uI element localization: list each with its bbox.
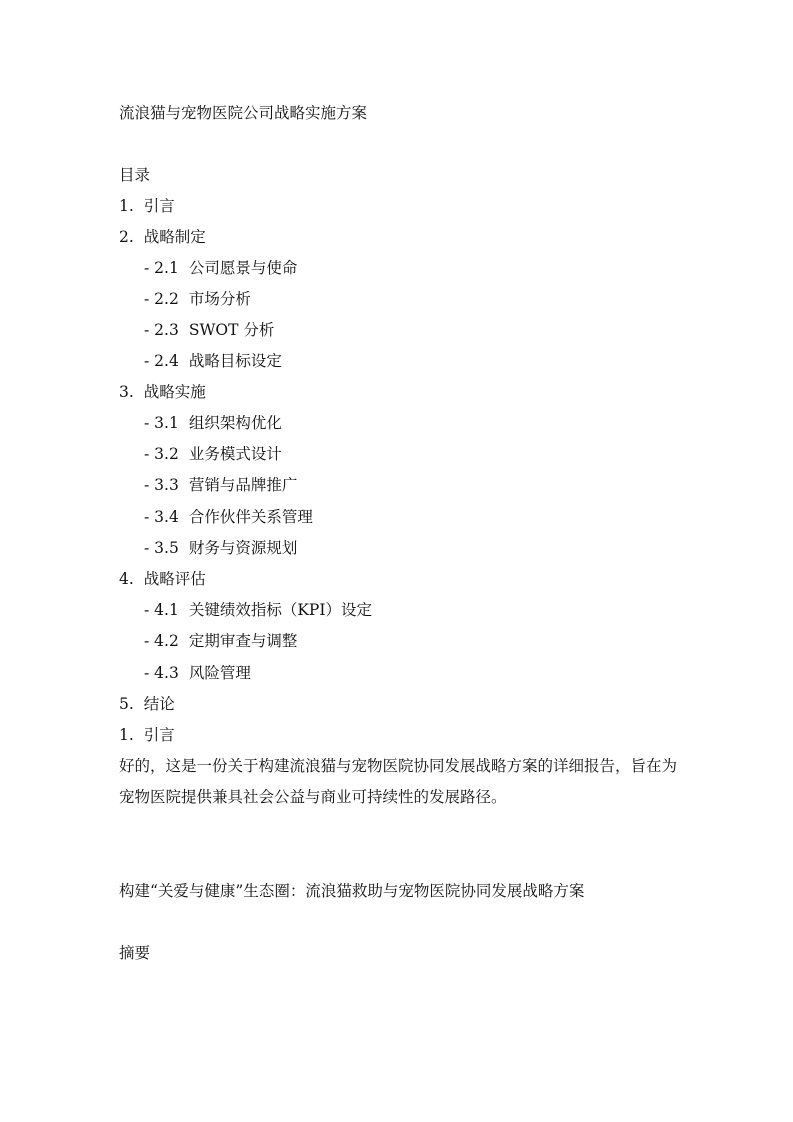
toc-item-3-4 [144, 507, 313, 527]
toc-item-number: - 4.2 [144, 632, 179, 650]
toc-item-2-3 [144, 320, 274, 340]
toc-item-text: 战略实施 [143, 383, 206, 401]
toc-item-text: 战略评估 [143, 570, 206, 588]
toc-item-number: 4. [119, 570, 134, 588]
toc-item-2-2 [144, 289, 251, 309]
toc-item-3-2 [144, 444, 282, 464]
toc-item-number: - 3.3 [144, 476, 179, 494]
toc-item-number: - 4.1 [144, 601, 179, 619]
section-title: 引言 [143, 726, 175, 744]
toc-item-3-5 [144, 538, 297, 558]
toc-item-text: 业务模式设计 [188, 445, 282, 463]
toc-item-text: 定期审查与调整 [188, 632, 298, 650]
toc-item-4-2 [144, 631, 297, 651]
toc-item-number: 2. [119, 228, 134, 246]
toc-item-number: - 2.3 [144, 321, 179, 339]
report-subtitle: 构建“关爱与健康”生态圈：流浪猫救助与宠物医院协同发展战略方案 [119, 882, 585, 900]
toc-item-4-3 [144, 663, 251, 683]
toc-item-3-3 [144, 475, 297, 495]
toc-item-text: 引言 [143, 197, 175, 215]
toc-item-number: 1. [119, 197, 134, 215]
toc-item-2 [119, 227, 206, 247]
toc-item-number: - 3.2 [144, 445, 179, 463]
toc-item-2-4 [144, 351, 282, 371]
intro-paragraph: 好的，这是一份关于构建流浪猫与宠物医院协同发展战略方案的详细报告，旨在为宠物医院提供兼具社会公益与商业可持续性的发展路径。 [119, 757, 678, 806]
toc-item-number: - 2.1 [144, 259, 179, 277]
toc-item-text: 公司愿景与使命 [188, 259, 298, 277]
toc-item-text: 战略制定 [143, 228, 206, 246]
toc-item-5 [119, 694, 175, 714]
toc-item-text: 结论 [143, 695, 175, 713]
toc-item-2-1 [144, 258, 297, 278]
toc-item-number: - 2.4 [144, 352, 179, 370]
toc-item-number: - 3.1 [144, 414, 179, 432]
toc-item-text: 营销与品牌推广 [188, 476, 298, 494]
toc-item-text: 风险管理 [188, 664, 251, 682]
toc-item-4-1 [144, 600, 372, 620]
toc-item-text: 合作伙伴关系管理 [188, 508, 313, 526]
toc-item-number: - 4.3 [144, 664, 179, 682]
toc-item-1 [119, 196, 175, 216]
toc-item-text: 关键绩效指标（KPI）设定 [188, 601, 372, 619]
toc-item-text: 财务与资源规划 [188, 539, 298, 557]
toc-item-3-1 [144, 413, 282, 433]
toc-item-number: 3. [119, 383, 134, 401]
toc-item-number: - 3.4 [144, 508, 179, 526]
toc-item-text: 战略目标设定 [188, 352, 282, 370]
toc-item-text: SWOT 分析 [188, 321, 275, 339]
toc-item-4 [119, 569, 206, 589]
toc-item-text: 组织架构优化 [188, 414, 282, 432]
section-heading-intro [119, 725, 175, 745]
abstract-heading: 摘要 [119, 944, 151, 962]
toc-heading: 目录 [119, 166, 151, 184]
section-number: 1. [119, 726, 134, 744]
toc-item-3 [119, 382, 206, 402]
document-title: 流浪猫与宠物医院公司战略实施方案 [119, 104, 368, 122]
toc-item-number: 5. [119, 695, 134, 713]
toc-item-number: - 3.5 [144, 539, 179, 557]
toc-item-text: 市场分析 [188, 290, 251, 308]
toc-item-number: - 2.2 [144, 290, 179, 308]
